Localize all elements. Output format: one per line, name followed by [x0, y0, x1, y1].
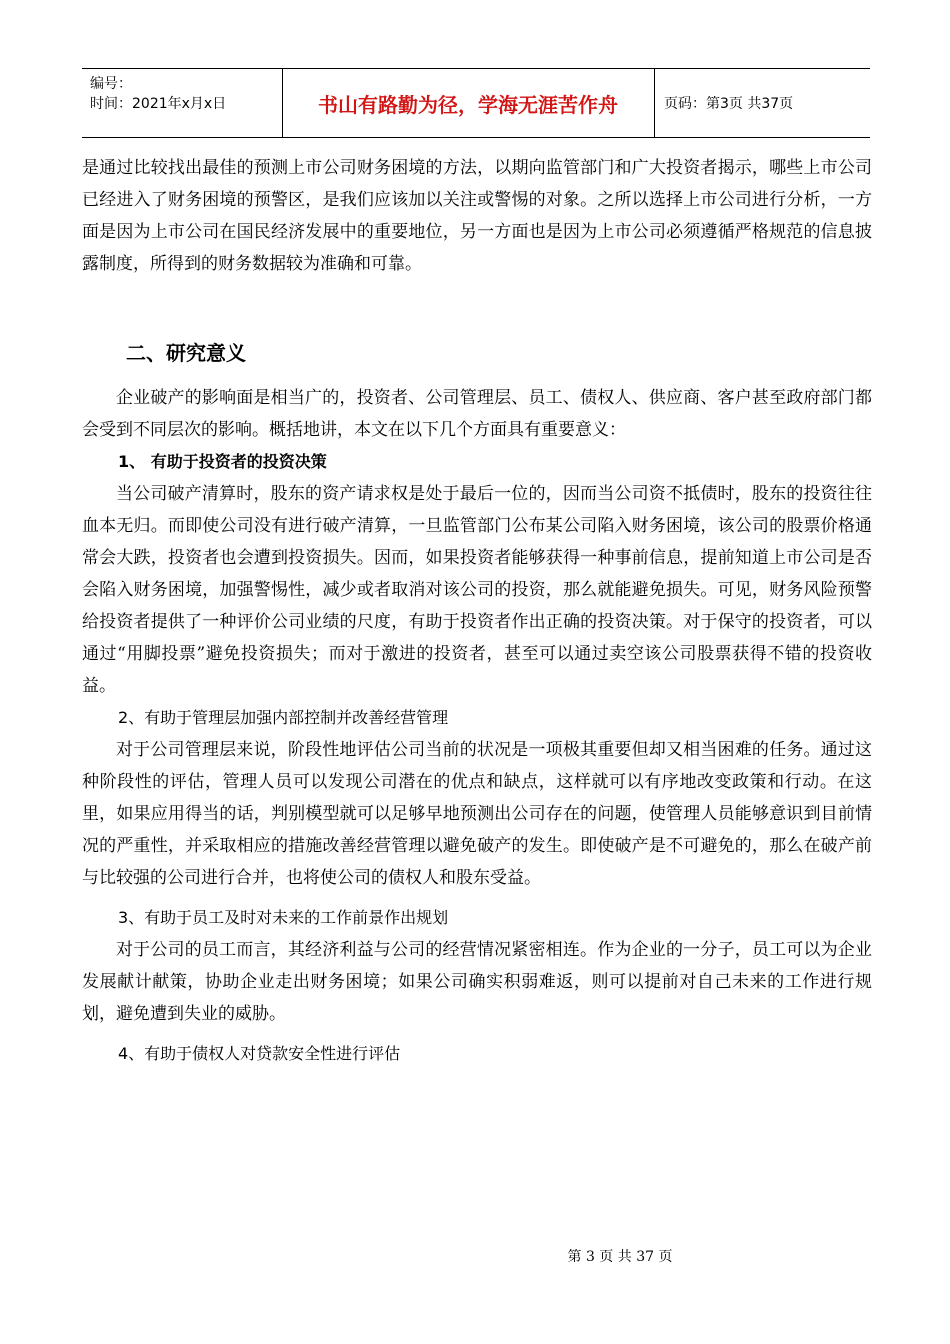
item1-title: 1、 有助于投资者的投资决策: [118, 452, 327, 471]
item2-title: 2、有助于管理层加强内部控制并改善经营管理: [118, 708, 449, 727]
page-footer: 第 3 页 共 37 页: [567, 1249, 673, 1265]
item2-text: 对于公司管理层来说，阶段性地评估公司当前的状况是一项极其重要但却又相当困难的任务。通过这种阶段性的评估，管理人员可以发现公司潜在的优点和缺点，这样就可以有序地改变政策和行动。在这里，如果应用得当的话，判别模型就可以足够早地预测出公司存在的问题，使管理人员能够意识到目前情况的严重性，并采取相应的措施改善经营管理以避免破产的发生。即使破产是不可避免的，那么在破产前与比较强的公司进行合并，也将使公司的债权人和股东受益。: [82, 740, 872, 888]
header-page-info: 页码：第3页 共37页: [664, 96, 794, 112]
item4-title: 4、有助于债权人对贷款安全性进行评估: [118, 1044, 401, 1063]
item3-text: 对于公司的员工而言，其经济利益与公司的经营情况紧密相连。作为企业的一分子，员工可以为企业发展献计献策，协助企业走出财务困境；如果公司确实积弱难返，则可以提前对自己未来的工作进行规划，避免遭到失业的威胁。: [82, 940, 872, 1024]
header-table: [82, 68, 870, 138]
header-motto: 书山有路勤为径，学海无涯苦作舟: [282, 69, 655, 137]
section-title: 二、研究意义: [126, 341, 246, 365]
intro-paragraph: 是通过比较找出最佳的预测上市公司财务困境的方法，以期向监管部门和广大投资者揭示，哪些上市公司已经进入了财务困境的预警区，是我们应该加以关注或警惕的对象。之所以选择上市公司进行分析，一方面是因为上市公司在国民经济发展中的重要地位，另一方面也是因为上市公司必须遵循严格规范的信息披露制度，所得到的财务数据较为准确和可靠。: [82, 158, 872, 274]
item1-text: 当公司破产清算时，股东的资产请求权是处于最后一位的，因而当公司资不抵债时，股东的投资往往血本无归。而即使公司没有进行破产清算，一旦监管部门公布某公司陷入财务困境，该公司的股票价格通常会大跌，投资者也会遭到投资损失。因而，如果投资者能够获得一种事前信息，提前知道上市公司是否会陷入财务困境，加强警惕性，减少或者取消对该公司的投资，那么就能避免损失。可见，财务风险预警给投资者提供了一种评价公司业绩的尺度，有助于投资者作出正确的投资决策。对于保守的投资者，可以通过“用脚投票”避免投资损失；而对于激进的投资者，甚至可以通过卖空该公司股票获得不错的投资收益。: [82, 484, 872, 696]
number-label: 编号：: [90, 76, 132, 92]
header-meta-cell: [82, 69, 283, 137]
item3-title: 3、有助于员工及时对未来的工作前景作出规划: [118, 908, 449, 927]
document-body: [82, 152, 872, 1070]
section-intro: 企业破产的影响面是相当广的，投资者、公司管理层、员工、债权人、供应商、客户甚至政府部门都会受到不同层次的影响。概括地讲，本文在以下几个方面具有重要意义：: [82, 388, 872, 440]
time-label: 时间：2021年x月x日: [90, 96, 227, 112]
